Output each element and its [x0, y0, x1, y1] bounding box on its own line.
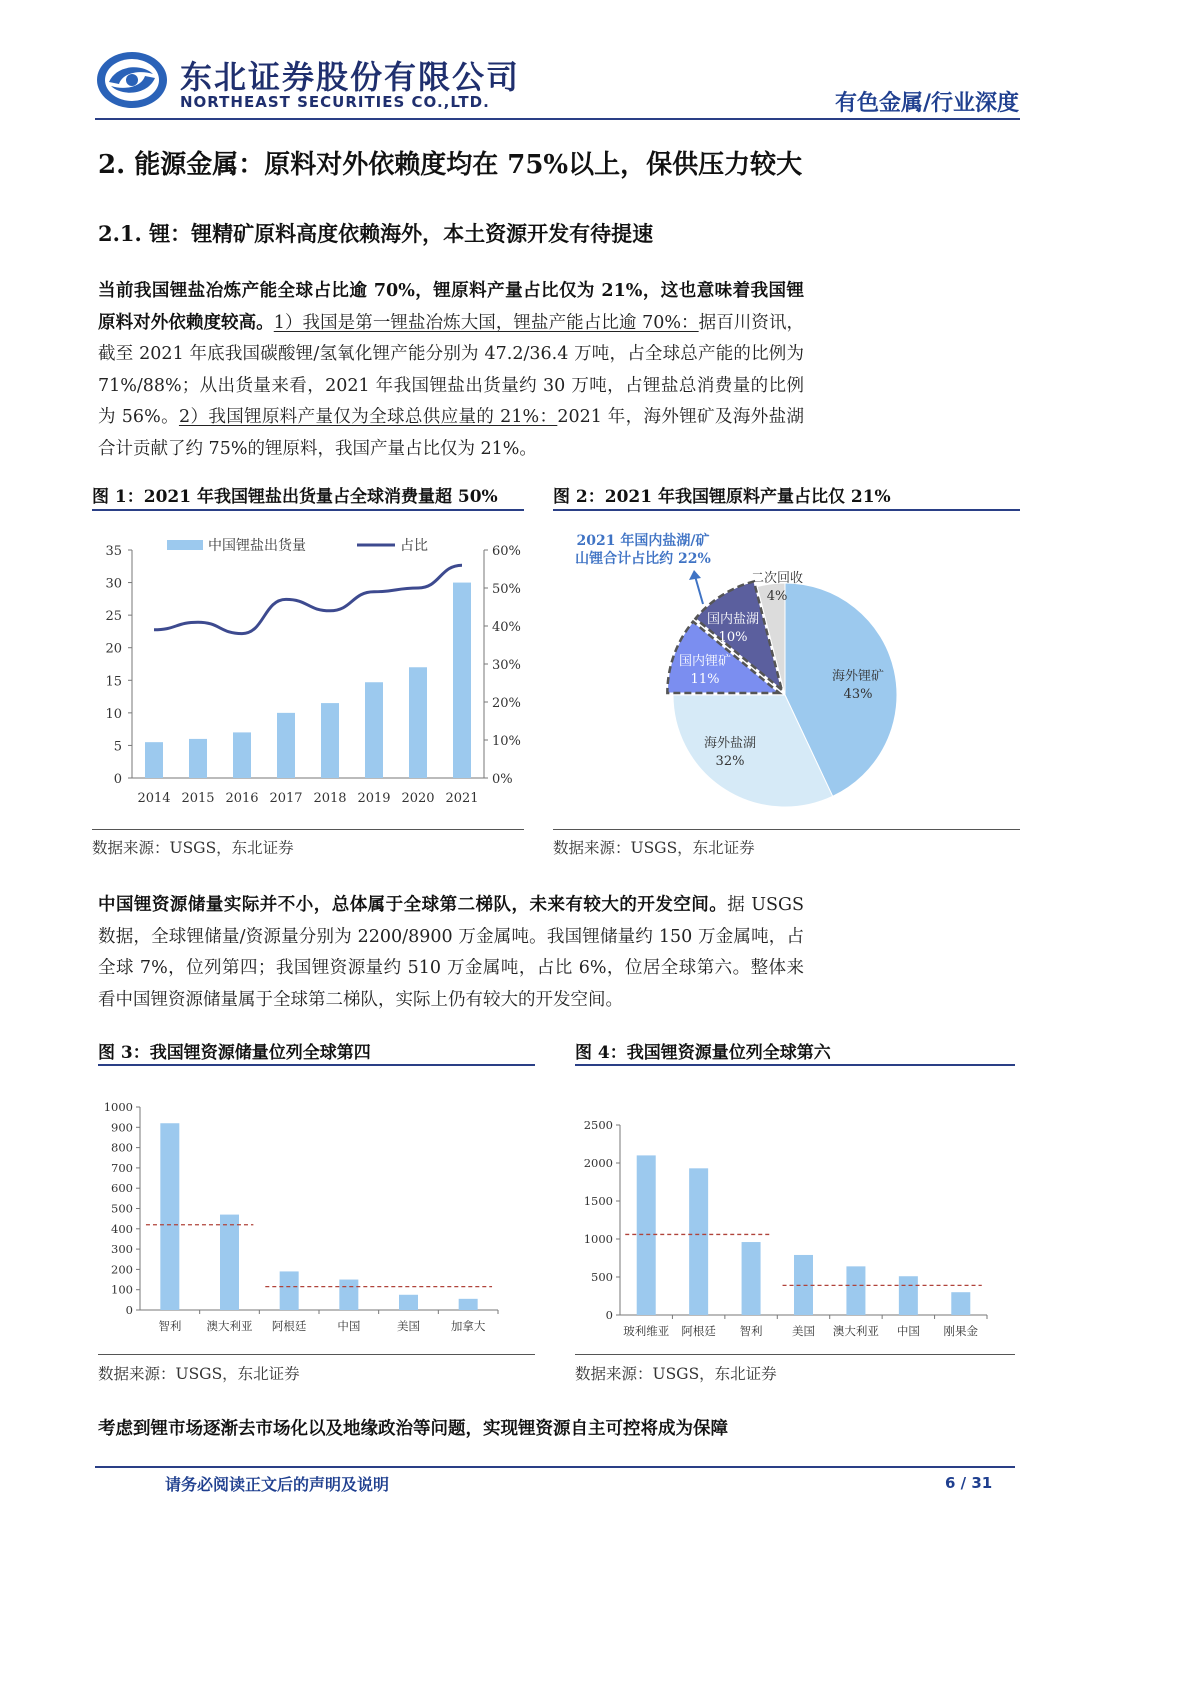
bar-2015: [189, 739, 207, 778]
figure-3-bottom-rule: [98, 1354, 535, 1355]
pie-callout-line-2: 山锂合计占比约 22%: [575, 551, 711, 567]
figure-2-top-rule: [553, 509, 1020, 511]
pie-callout-arrow: [695, 576, 703, 604]
paragraph-1-text-2: 2021 年，海外锂矿及海外盐湖合计贡献了约 75%的锂原料，我国产量占比仅为 21%。: [98, 407, 804, 459]
bar-2014: [145, 742, 163, 778]
bar-中国: [899, 1276, 918, 1315]
pie-callout-line-1: 2021 年国内盐湖/矿: [576, 533, 710, 549]
bar-阿根廷: [280, 1271, 299, 1310]
pie-label-二次回收: 二次回收: [750, 571, 804, 586]
x-tick-label: 2021: [445, 791, 479, 806]
figure-2-bottom-rule: [553, 829, 1020, 830]
figure-3-top-rule: [98, 1064, 535, 1066]
y-tick-label: 400: [111, 1221, 133, 1236]
paragraph-2-text: 据 USGS 数据，全球锂储量/资源量分别为 2200/8900 万金属吨。我国锂储量约 150 万金属吨，占全球 7%，位列第四；我国锂资源量约 510 万金属吨，占比 6%，位居全球第六。整体来看中国锂资源储量属于全球第二梯队，实际上仍有较大的开发空间。: [98, 895, 804, 1010]
section-heading: 2. 能源金属：原料对外依赖度均在 75%以上，保供压力较大: [98, 150, 803, 180]
pie-label-国内锂矿: 国内锂矿: [678, 654, 732, 669]
y2-tick-label: 10%: [492, 734, 521, 749]
paragraph-2-lead: 中国锂资源储量实际并不小，总体属于全球第二梯队，未来有较大的开发空间。: [98, 895, 728, 915]
bar-2020: [409, 667, 427, 778]
y2-tick-label: 40%: [492, 620, 521, 635]
figure-3-chart: [98, 1095, 535, 1345]
figure-2-chart: [553, 520, 1020, 820]
y-tick-label: 500: [111, 1201, 133, 1216]
y2-tick-label: 50%: [492, 582, 521, 597]
x-tick-label: 2015: [181, 791, 215, 806]
x-tick-label: 澳大利亚: [206, 1319, 253, 1333]
pie-callout-arrowhead: [689, 570, 701, 580]
x-tick-label: 2020: [401, 791, 435, 806]
x-tick-label: 2018: [313, 791, 347, 806]
y-tick-label: 100: [111, 1282, 133, 1297]
y-tick-label: 500: [591, 1270, 613, 1284]
y-tick-label: 20: [105, 641, 122, 657]
figure-3-source: 数据来源：USGS，东北证券: [98, 1365, 300, 1383]
y-tick-label: 25: [105, 609, 122, 625]
bar-美国: [399, 1295, 418, 1310]
y-tick-label: 0: [125, 1303, 133, 1317]
y-tick-label: 300: [111, 1242, 133, 1257]
legend-label-line: 占比: [400, 538, 428, 554]
closing-sentence: [98, 1414, 818, 1446]
y-tick-label: 15: [105, 674, 122, 690]
figure-3-title: 图 3：我国锂资源储量位列全球第四: [98, 1043, 371, 1063]
y-tick-label: 2000: [583, 1156, 613, 1170]
bar-2017: [277, 713, 295, 778]
pie-pct-二次回收: 4%: [766, 589, 788, 604]
paragraph-1-point-2: 2）我国锂原料产量仅为全球总供应量的 21%：: [178, 407, 558, 427]
report-category: 有色金属/行业深度: [834, 91, 1019, 116]
bar-玻利维亚: [637, 1155, 656, 1315]
y2-tick-label: 20%: [492, 696, 521, 711]
pie-label-海外盐湖: 海外盐湖: [703, 736, 757, 751]
y-tick-label: 2500: [583, 1118, 613, 1132]
legend-label-bar: 中国锂盐出货量: [208, 538, 306, 554]
company-name-en: NORTHEAST SECURITIES CO.,LTD.: [180, 93, 490, 111]
x-tick-label: 澳大利亚: [832, 1324, 879, 1338]
x-tick-label: 2014: [137, 791, 171, 806]
y-tick-label: 30: [105, 576, 122, 592]
y2-tick-label: 30%: [492, 658, 521, 673]
y-tick-label: 10: [105, 706, 122, 722]
bar-阿根廷: [689, 1168, 708, 1315]
legend-swatch-bar: [167, 540, 203, 550]
bar-澳大利亚: [220, 1215, 239, 1310]
bar-2019: [365, 682, 383, 778]
y-tick-label: 1000: [103, 1100, 133, 1114]
x-tick-label: 阿根廷: [271, 1319, 307, 1333]
y2-tick-label: 0%: [492, 772, 513, 787]
bar-澳大利亚: [846, 1266, 865, 1315]
figure-4-top-rule: [575, 1064, 1015, 1066]
x-tick-label: 阿根廷: [681, 1324, 716, 1338]
company-logo: [95, 50, 170, 110]
x-tick-label: 中国: [337, 1319, 361, 1333]
company-logo-icon: [95, 50, 170, 110]
y-tick-label: 1000: [583, 1232, 613, 1246]
paragraph-2: [98, 890, 804, 1016]
pie-pct-海外锂矿: 43%: [843, 687, 873, 702]
y-tick-label: 35: [105, 544, 122, 559]
x-tick-label: 美国: [792, 1324, 815, 1338]
x-tick-label: 玻利维亚: [623, 1324, 670, 1338]
figure-1-top-rule: [92, 509, 524, 511]
pie-label-国内盐湖: 国内盐湖: [706, 612, 760, 627]
figure-2-title: 图 2：2021 年我国锂原料产量占比仅 21%: [553, 487, 891, 507]
pie-pct-国内锂矿: 11%: [690, 672, 720, 687]
figure-4-bottom-rule: [575, 1354, 1015, 1355]
subsection-heading: 2.1. 锂：锂精矿原料高度依赖海外，本土资源开发有待提速: [98, 221, 654, 246]
figure-4-chart: [575, 1110, 1015, 1345]
figure-4-source: 数据来源：USGS，东北证券: [575, 1365, 777, 1383]
paragraph-1-lead: 当前我国锂盐冶炼产能全球占比逾 70%，锂原料产量占比仅为 21%，这也意味着我国锂原料对外依赖度较高。: [98, 281, 804, 333]
pie-label-海外锂矿: 海外锂矿: [831, 669, 885, 684]
bar-2018: [321, 703, 339, 778]
company-name-cn: 东北证券股份有限公司: [180, 58, 521, 96]
page-number: 6 / 31: [945, 1474, 993, 1492]
y-tick-label: 700: [111, 1160, 133, 1175]
x-tick-label: 智利: [739, 1324, 763, 1338]
x-tick-label: 刚果金: [943, 1324, 979, 1338]
series-line-占比: [154, 565, 462, 633]
x-tick-label: 加拿大: [450, 1319, 486, 1333]
x-tick-label: 中国: [896, 1324, 920, 1338]
bar-刚果金: [951, 1292, 970, 1315]
y2-tick-label: 60%: [492, 544, 521, 559]
figure-1-chart: [92, 525, 532, 820]
y-tick-label: 0: [113, 772, 122, 787]
footer-disclaimer: 请务必阅读正文后的声明及说明: [165, 1475, 390, 1494]
closing-sentence-text: 考虑到锂市场逐渐去市场化以及地缘政治等问题，实现锂资源自主可控将成为保障: [98, 1419, 728, 1439]
bar-智利: [742, 1242, 761, 1315]
header-rule: [95, 118, 1020, 120]
paragraph-1-text-1: 据百川资讯，截至 2021 年底我国碳酸锂/氢氧化锂产能分别为 47.2/36.4 万吨，占全球总产能的比例为 71%/88%；从出货量来看，2021 年我国锂盐出货量约 30 万吨，占锂盐总消费量的比例为 56%。: [98, 312, 805, 427]
y-tick-label: 5: [113, 739, 122, 755]
x-tick-label: 2019: [357, 791, 391, 806]
footer-rule: [95, 1466, 1015, 1468]
x-tick-label: 智利: [158, 1319, 182, 1333]
bar-智利: [160, 1123, 179, 1310]
paragraph-1: [98, 276, 804, 465]
figure-2-source: 数据来源：USGS，东北证券: [553, 839, 755, 857]
bar-2016: [233, 732, 251, 778]
pie-pct-国内盐湖: 10%: [718, 630, 748, 645]
figure-1-source: 数据来源：USGS，东北证券: [92, 839, 294, 857]
figure-4-title: 图 4：我国锂资源量位列全球第六: [575, 1043, 831, 1063]
bar-2021: [453, 583, 471, 778]
y-tick-label: 0: [605, 1308, 613, 1322]
y-tick-label: 900: [111, 1120, 133, 1135]
bar-中国: [339, 1280, 358, 1310]
y-tick-label: 800: [111, 1140, 133, 1155]
y-tick-label: 200: [111, 1262, 133, 1277]
figure-1-bottom-rule: [92, 829, 524, 830]
y-tick-label: 1500: [583, 1194, 613, 1208]
pie-pct-海外盐湖: 32%: [715, 754, 745, 769]
y-tick-label: 600: [111, 1181, 133, 1196]
x-tick-label: 美国: [397, 1319, 420, 1333]
x-tick-label: 2016: [225, 791, 259, 806]
paragraph-1-point-1: 1）我国是第一锂盐冶炼大国，锂盐产能占比逾 70%：: [273, 312, 699, 333]
figure-1-title: 图 1：2021 年我国锂盐出货量占全球消费量超 50%: [92, 487, 498, 507]
bar-加拿大: [459, 1299, 478, 1310]
x-tick-label: 2017: [269, 791, 303, 806]
